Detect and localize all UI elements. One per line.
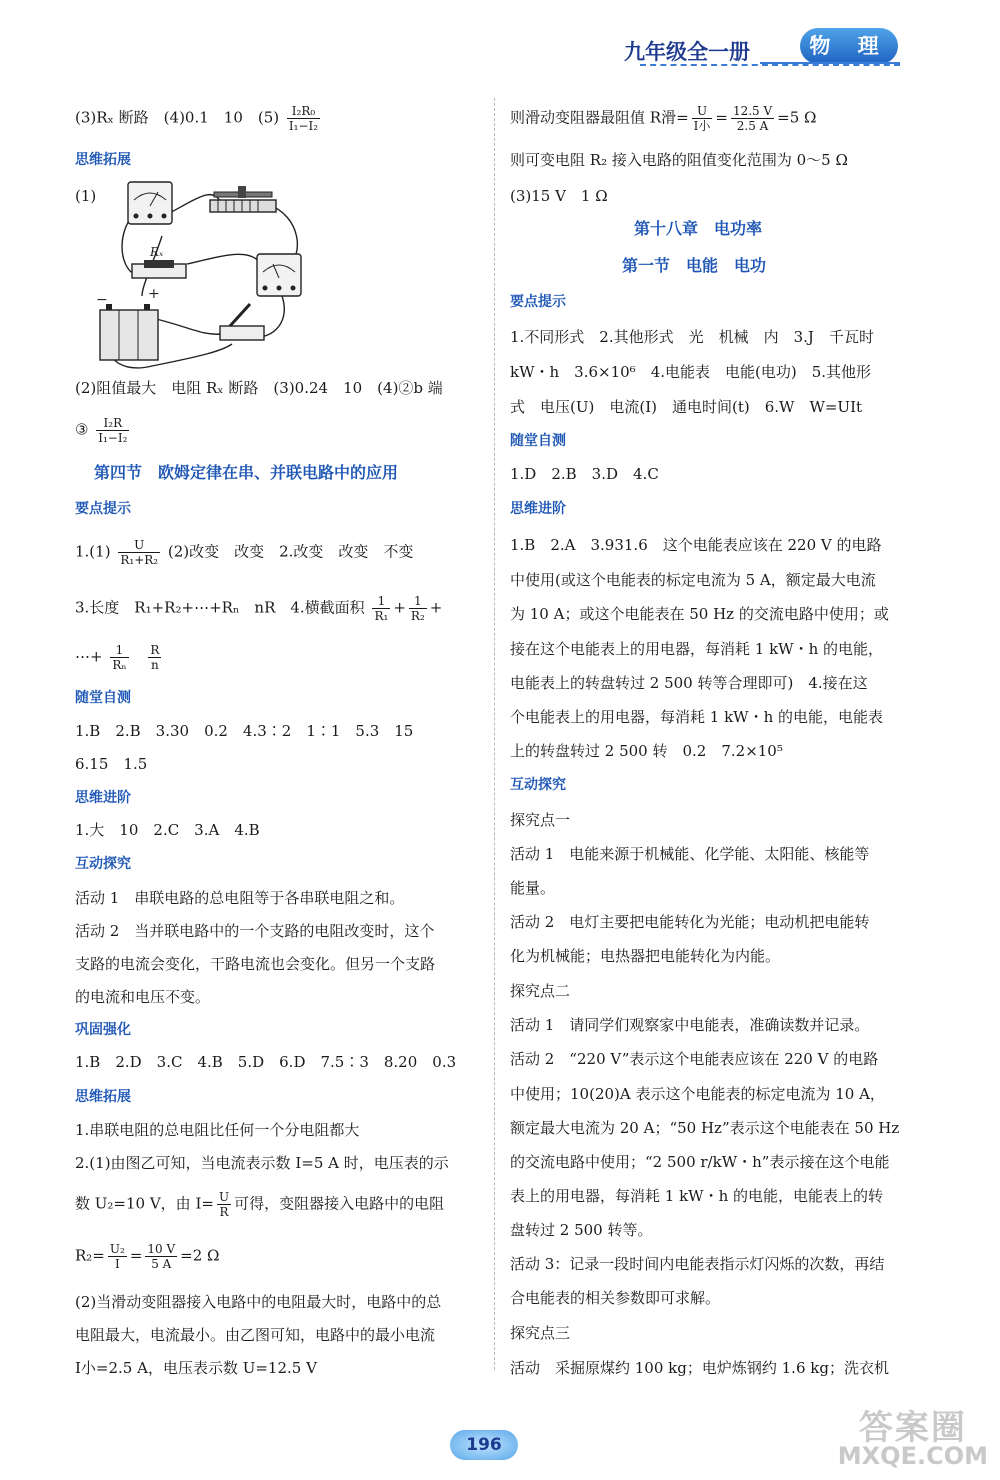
answer-line [75,1242,219,1271]
fraction-numerator: I₂R [96,416,129,431]
answer-line: 活动 1 电能来源于机械能、化学能、太阳能、核能等 [510,845,870,863]
fraction-denominator: R₁+R₂ [120,553,159,567]
header-divider [640,64,900,66]
answer-line: I小=2.5 A，电压表示数 U=12.5 V [75,1359,317,1377]
fraction [110,643,128,672]
fraction-denominator: R [219,1205,229,1219]
fraction [118,538,160,567]
fraction-denominator: 5 A [151,1257,172,1271]
voltmeter-icon [128,182,172,224]
answer-line: 1.B 2.D 3.C 4.B 5.D 6.D 7.5∶3 8.20 0.3 [75,1053,457,1071]
fraction [96,416,129,445]
answer-line: 3.长度 R₁+R₂+⋯+Rₙ nR 4.横截面积 $\frac{1}{\text{R₁}}$ + $\frac{1}{\text{R₂}}$ + [75,594,443,623]
fraction-denominator: n [151,658,159,672]
page-number: 196 [450,1430,518,1460]
answer-line: 活动 2 “220 V”表示这个电能表应该在 220 V 的电路 [510,1050,879,1068]
answer-line: 化为机械能；电热器把电能转化为内能。 [510,947,781,965]
fraction-denominator: R₁ [374,609,389,623]
answer-text: = [129,1246,143,1265]
answer-text: R₂= [75,1246,105,1265]
circuit-diagram [92,176,312,386]
answer-line: 中使用；10(20)A 表示这个电能表的标定电流为 10 A， [510,1085,885,1103]
resistor-label: Rₓ [150,245,164,259]
watermark-url: MXQE.COM [837,1442,988,1470]
fraction-denominator: I₁−I₂ [288,119,319,133]
answer-text: =5 Ω [777,108,817,127]
svg-text:−: − [96,292,108,308]
fraction [108,1242,127,1271]
fraction-numerator: 12.5 V [732,104,773,118]
fraction-numerator: 1 [372,594,390,609]
answer-text: 数 U₂=10 V，由 I= [75,1194,214,1213]
answer-text: ⋯+ [75,647,103,666]
answer-line: 活动 3：记录一段时间内电能表指示灯闪烁的次数，再结 [510,1255,885,1273]
fraction [409,594,427,623]
answer-line: 活动 1 串联电路的总电阻等于各串联电阻之和。 [75,889,405,907]
subsection-label: 探究点二 [510,982,571,1000]
answer-text: ③ [75,420,89,439]
section-heading: 要点提示 [75,501,131,517]
fraction [692,104,713,133]
answer-line: (3)15 V 1 Ω [510,187,608,205]
answer-line [75,104,323,133]
fraction-numerator: 1 [409,594,427,609]
fraction-denominator: I₁−I₂ [98,431,128,445]
section-heading: 互动探究 [510,777,566,793]
fraction-numerator: I₂R₀ [287,104,320,119]
answer-line: 1.大 10 2.C 3.A 4.B [75,821,260,839]
section-title: 第四节 欧姆定律在串、并联电路中的应用 [94,463,399,482]
answer-line: 为 10 A；或这个电能表在 50 Hz 的交流电路中使用；或 [510,605,889,623]
answer-line [75,1190,444,1219]
answer-text: 则滑动变阻器最阻值 R滑= [510,108,689,127]
fraction-numerator: U [692,104,713,119]
fraction-denominator: 2.5 A [736,119,769,133]
fraction-denominator: I [114,1257,120,1271]
section-heading: 思维进阶 [510,501,566,517]
section-title: 第一节 电能 电功 [622,256,767,275]
wire [187,254,262,266]
answer-line: 活动 2 当并联电路中的一个支路的电阻改变时，这个 [75,922,435,940]
fraction-numerator: 1 [110,643,128,658]
section-heading: 互动探究 [75,856,131,872]
answer-line [75,643,164,672]
answer-line: 电阻最大，电流最小。由乙图可知，电路中的最小电流 [75,1326,436,1344]
answer-text: 可得，变阻器接入电路中的电阻 [234,1194,445,1213]
section-heading: 思维拓展 [75,152,131,168]
answer-text: = [715,108,728,127]
fraction [145,1242,177,1271]
battery-icon [96,286,160,360]
column-divider [494,98,495,1370]
answer-line: (2)阻值最大 电阻 Rₓ 断路 (3)0.24 10 (4)②b 端 [75,379,443,397]
answer-line: 盘转过 2 500 转等。 [510,1221,653,1239]
fraction [287,104,320,133]
answer-line: 上的转盘转过 2 500 转 0.2 7.2×10⁵ [510,742,783,760]
fraction-numerator: U₂ [109,1242,125,1256]
section-heading: 随堂自测 [510,433,566,449]
fraction-denominator: Rₙ [112,658,127,672]
header-subject-badge: 物 理 [800,28,898,64]
answer-line: 1.B 2.B 3.30 0.2 4.3∶2 1∶1 5.3 15 [75,722,414,740]
header-grade: 九年级全一册 [624,40,750,64]
section-heading: 随堂自测 [75,690,131,706]
answer-text: =2 Ω [180,1246,220,1265]
answer-text: (3)Rₓ 断路 (4)0.1 10 (5) [75,108,280,127]
subsection-label: 探究点三 [510,1324,571,1342]
answer-line [510,104,817,133]
answer-line: kW・h 3.6×10⁶ 4.电能表 电能(电功) 5.其他形 [510,363,872,381]
answer-line: 电能表上的转盘转过 2 500 转等合理即可) 4.接在这 [510,674,868,692]
answer-line: 则可变电阻 R₂ 接入电路的阻值变化范围为 0～5 Ω [510,151,848,169]
section-heading: 思维拓展 [75,1089,131,1105]
fraction-numerator: R [150,643,160,657]
subsection-label: 探究点一 [510,811,571,829]
wire [152,318,222,334]
answer-line: 接在这个电能表上的用电器，每消耗 1 kW・h 的电能， [510,640,884,658]
answer-line: 支路的电流会变化，干路电流也会变化。但另一个支路 [75,955,436,973]
answer-line: 2.(1)由图乙可知，当电流表示数 I=5 A 时，电压表的示 [75,1154,449,1172]
section-heading: 要点提示 [510,294,566,310]
answer-line: 活动 1 请同学们观察家中电能表，准确读数并记录。 [510,1016,870,1034]
answer-line: 6.15 1.5 [75,755,148,773]
fraction [372,594,390,623]
answer-line: 的交流电路中使用；“2 500 r/kW・h”表示接在这个电能 [510,1153,890,1171]
chapter-title: 第十八章 电功率 [634,219,763,238]
section-heading: 巩固强化 [75,1022,131,1038]
answer-line: 1.D 2.B 3.D 4.C [510,465,659,483]
fraction [148,643,161,672]
answer-line: 的电流和电压不变。 [75,988,211,1006]
answer-line: 活动 采掘原煤约 100 kg；电炉炼钢约 1.6 kg；洗衣机 [510,1359,889,1377]
fraction-denominator: I小 [693,119,711,133]
answer-line: 能量。 [510,879,556,897]
answer-line: 式 电压(U) 电流(I) 通电时间(t) 6.W W=UIt [510,398,863,416]
rheostat-icon [210,186,276,212]
resistor-icon [132,260,186,278]
answer-line: 个电能表上的用电器，每消耗 1 kW・h 的电能，电能表 [510,708,884,726]
fraction [217,1190,231,1219]
answer-text: (2)改变 改变 2.改变 改变 不变 [167,542,414,561]
watermark-text: 答案圈 [858,1408,967,1448]
fraction-numerator: 10 V [147,1242,176,1256]
answer-line [75,416,132,445]
answer-line: 1.B 2.A 3.931.6 这个电能表应该在 220 V 的电路 [510,536,882,554]
ammeter-icon [257,254,301,296]
answer-line: 1.不同形式 2.其他形式 光 机械 内 3.J 千瓦时 [510,328,874,346]
answer-line: 活动 2 电灯主要把电能转化为光能；电动机把电能转 [510,913,870,931]
answer-line [75,538,413,567]
answer-line: (1) [75,187,97,205]
header-underline [760,62,900,64]
fraction [731,104,774,133]
switch-icon [220,304,264,340]
answer-text: 1.(1) [75,542,111,561]
svg-text:+: + [148,286,160,302]
section-heading: 思维进阶 [75,790,131,806]
watermark-logo [837,1408,988,1470]
answer-text: 3.长度 R₁+R₂+⋯+Rₙ nR 4.横截面积 [75,598,365,617]
answer-line: 中使用(或这个电能表的标定电流为 5 A，额定最大电流 [510,571,876,589]
answer-line: 表上的用电器，每消耗 1 kW・h 的电能，电能表上的转 [510,1187,884,1205]
answer-line: 额定最大电流为 20 A；“50 Hz”表示这个电能表在 50 Hz [510,1119,900,1137]
fraction-denominator: R₂ [410,609,425,623]
answer-line: 1.串联电阻的总电阻比任何一个分电阻都大 [75,1121,360,1139]
fraction-numerator: U [118,538,160,553]
answer-line: 合电能表的相关参数即可求解。 [510,1289,721,1307]
answer-line: (2)当滑动变阻器接入电路中的电阻最大时，电路中的总 [75,1293,442,1311]
fraction-numerator: U [218,1190,230,1204]
